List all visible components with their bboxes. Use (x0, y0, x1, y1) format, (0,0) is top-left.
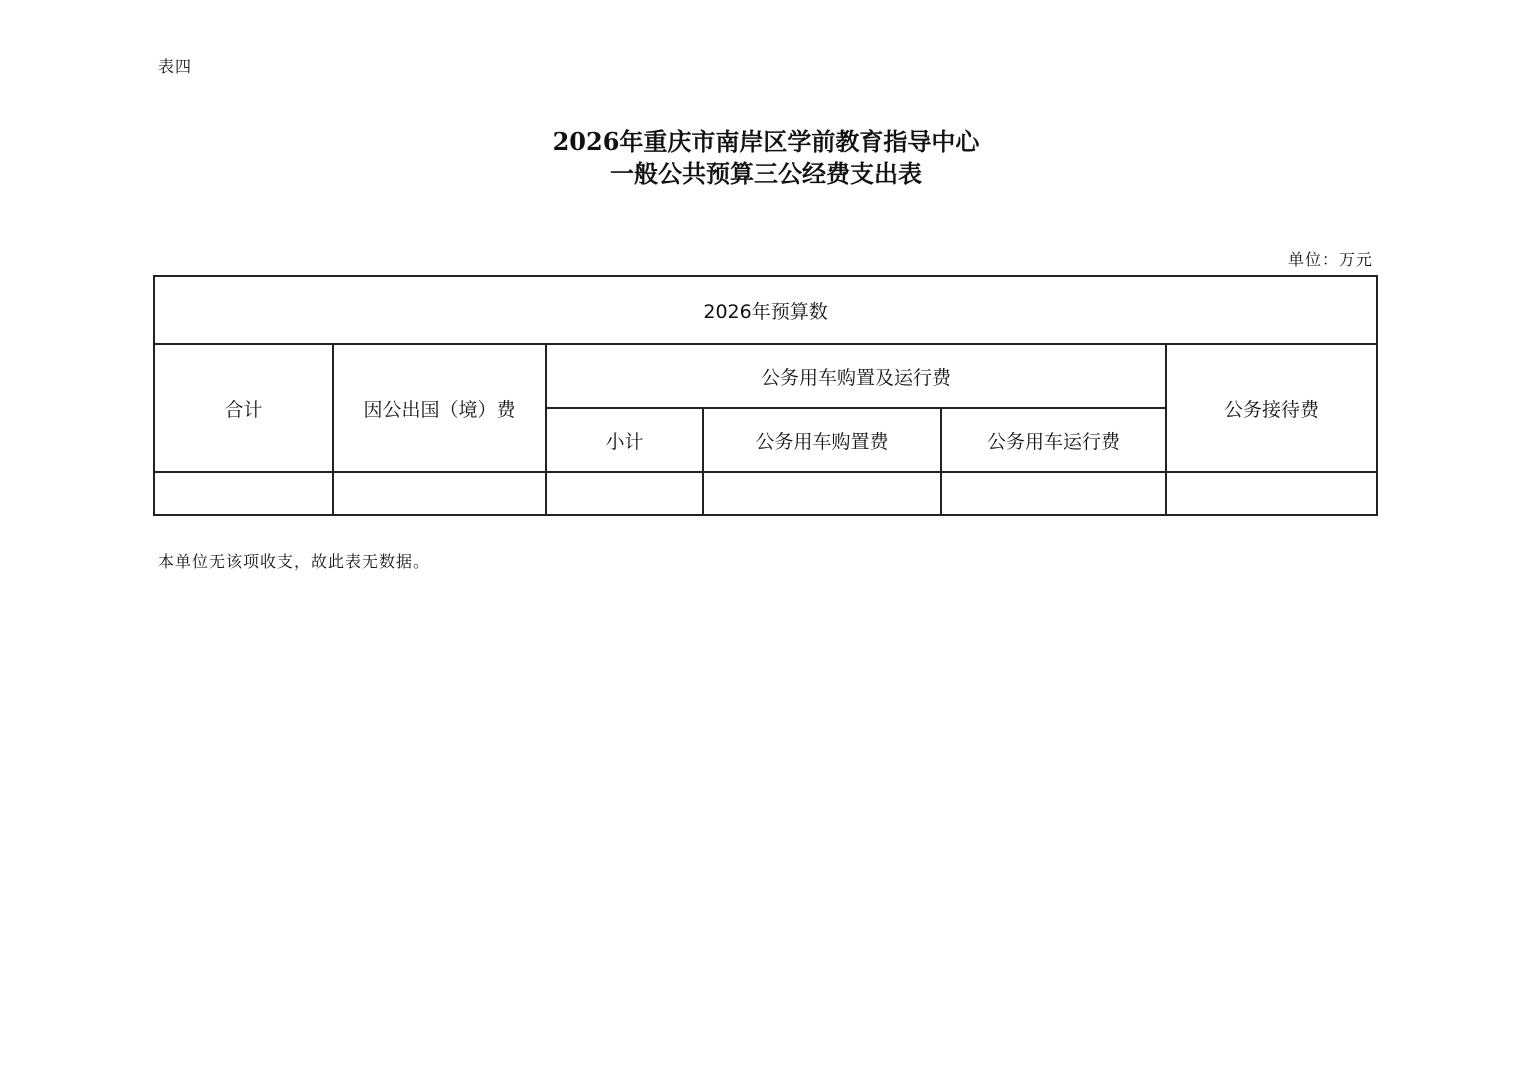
cell-vehicle-operation (941, 472, 1166, 515)
table-header-row-main (154, 344, 1377, 408)
header-budget-2026: 2026年预算数 (154, 276, 1377, 344)
table-number-label: 表四 (158, 57, 193, 76)
no-data-note: 本单位无该项收支，故此表无数据。 (158, 552, 431, 571)
cell-subtotal (546, 472, 703, 515)
cell-total (154, 472, 333, 515)
header-total: 合计 (154, 344, 333, 472)
document-title-line-1: 2026年重庆市南岸区学前教育指导中心 (552, 127, 980, 156)
table-header-row-group (154, 276, 1377, 344)
document-title-line-2: 一般公共预算三公经费支出表 (610, 159, 922, 188)
header-reception-expense: 公务接待费 (1166, 344, 1377, 472)
header-overseas-expense: 因公出国（境）费 (333, 344, 546, 472)
unit-label: 单位：万元 (1287, 250, 1373, 269)
header-vehicle-purchase: 公务用车购置费 (703, 408, 941, 472)
table-row (154, 472, 1377, 515)
header-vehicle-group: 公务用车购置及运行费 (546, 344, 1166, 408)
cell-vehicle-purchase (703, 472, 941, 515)
cell-reception-expense (1166, 472, 1377, 515)
header-vehicle-operation: 公务用车运行费 (941, 408, 1166, 472)
header-subtotal: 小计 (546, 408, 703, 472)
three-public-expenses-table (153, 275, 1378, 516)
cell-overseas-expense (333, 472, 546, 515)
